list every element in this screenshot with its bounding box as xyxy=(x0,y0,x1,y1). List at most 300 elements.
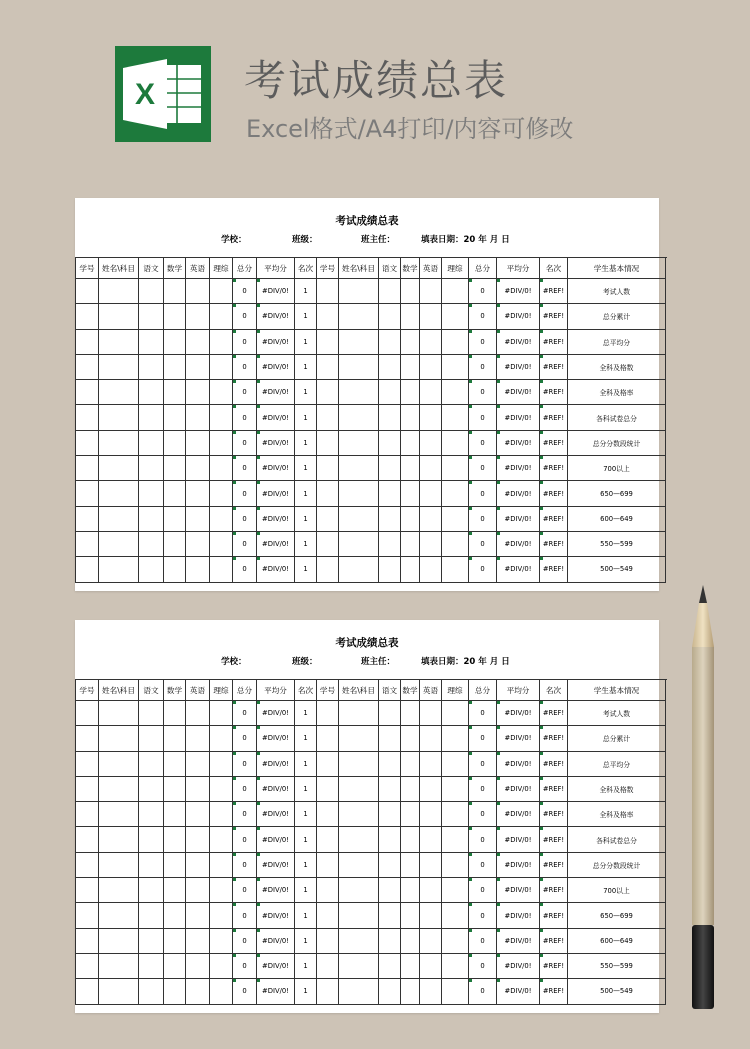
formula-cell[interactable]: #REF! xyxy=(540,928,568,953)
cell[interactable] xyxy=(164,557,186,582)
cell[interactable] xyxy=(210,481,233,506)
cell[interactable] xyxy=(317,329,339,354)
formula-cell[interactable]: #DIV/0! xyxy=(497,456,540,481)
formula-cell[interactable]: #DIV/0! xyxy=(497,531,540,556)
formula-cell[interactable]: 0 xyxy=(233,802,257,827)
cell[interactable] xyxy=(164,903,186,928)
cell[interactable] xyxy=(164,354,186,379)
column-header[interactable]: 总分 xyxy=(233,258,257,279)
cell[interactable] xyxy=(99,531,139,556)
cell[interactable] xyxy=(99,979,139,1004)
cell[interactable] xyxy=(139,751,164,776)
formula-cell[interactable]: 0 xyxy=(233,405,257,430)
cell[interactable] xyxy=(76,430,99,455)
formula-cell[interactable]: #DIV/0! xyxy=(497,979,540,1004)
formula-cell[interactable]: #DIV/0! xyxy=(497,751,540,776)
cell[interactable] xyxy=(210,979,233,1004)
cell[interactable] xyxy=(379,506,401,531)
formula-cell[interactable]: 1 xyxy=(295,878,317,903)
cell[interactable] xyxy=(442,827,469,852)
cell[interactable] xyxy=(317,279,339,304)
column-header[interactable]: 数学 xyxy=(401,680,420,701)
cell[interactable] xyxy=(401,726,420,751)
stat-label[interactable]: 考试人数 xyxy=(568,279,666,304)
formula-cell[interactable]: #DIV/0! xyxy=(497,279,540,304)
formula-cell[interactable]: #DIV/0! xyxy=(257,354,295,379)
cell[interactable] xyxy=(164,329,186,354)
cell[interactable] xyxy=(401,531,420,556)
cell[interactable] xyxy=(186,304,210,329)
formula-cell[interactable]: #REF! xyxy=(540,802,568,827)
cell[interactable] xyxy=(76,531,99,556)
cell[interactable] xyxy=(420,802,442,827)
stat-label[interactable]: 650—699 xyxy=(568,903,666,928)
formula-cell[interactable]: 1 xyxy=(295,852,317,877)
cell[interactable] xyxy=(339,506,379,531)
cell[interactable] xyxy=(317,726,339,751)
cell[interactable] xyxy=(401,928,420,953)
cell[interactable] xyxy=(442,878,469,903)
cell[interactable] xyxy=(420,726,442,751)
cell[interactable] xyxy=(99,354,139,379)
formula-cell[interactable]: #DIV/0! xyxy=(257,802,295,827)
cell[interactable] xyxy=(76,751,99,776)
cell[interactable] xyxy=(164,979,186,1004)
cell[interactable] xyxy=(164,878,186,903)
cell[interactable] xyxy=(186,557,210,582)
formula-cell[interactable]: #DIV/0! xyxy=(257,304,295,329)
cell[interactable] xyxy=(339,701,379,726)
formula-cell[interactable]: #DIV/0! xyxy=(257,953,295,978)
cell[interactable] xyxy=(317,928,339,953)
cell[interactable] xyxy=(442,802,469,827)
cell[interactable] xyxy=(442,481,469,506)
formula-cell[interactable]: #DIV/0! xyxy=(497,329,540,354)
cell[interactable] xyxy=(99,279,139,304)
cell[interactable] xyxy=(76,776,99,801)
formula-cell[interactable]: 0 xyxy=(233,979,257,1004)
formula-cell[interactable]: 0 xyxy=(469,430,497,455)
formula-cell[interactable]: #DIV/0! xyxy=(257,903,295,928)
formula-cell[interactable]: #REF! xyxy=(540,751,568,776)
cell[interactable] xyxy=(420,903,442,928)
stat-label[interactable]: 考试人数 xyxy=(568,701,666,726)
column-header[interactable]: 学号 xyxy=(317,680,339,701)
cell[interactable] xyxy=(420,304,442,329)
column-header[interactable]: 语文 xyxy=(139,258,164,279)
cell[interactable] xyxy=(317,878,339,903)
cell[interactable] xyxy=(139,329,164,354)
cell[interactable] xyxy=(186,531,210,556)
formula-cell[interactable]: #DIV/0! xyxy=(497,776,540,801)
cell[interactable] xyxy=(186,802,210,827)
cell[interactable] xyxy=(339,928,379,953)
formula-cell[interactable]: #DIV/0! xyxy=(497,506,540,531)
column-header[interactable]: 学号 xyxy=(317,258,339,279)
formula-cell[interactable]: 0 xyxy=(469,557,497,582)
cell[interactable] xyxy=(76,953,99,978)
cell[interactable] xyxy=(99,852,139,877)
formula-cell[interactable]: 0 xyxy=(233,456,257,481)
cell[interactable] xyxy=(379,852,401,877)
formula-cell[interactable]: #REF! xyxy=(540,304,568,329)
formula-cell[interactable]: 0 xyxy=(233,279,257,304)
cell[interactable] xyxy=(379,481,401,506)
cell[interactable] xyxy=(339,827,379,852)
cell[interactable] xyxy=(317,802,339,827)
cell[interactable] xyxy=(76,852,99,877)
column-header[interactable]: 名次 xyxy=(540,258,568,279)
formula-cell[interactable]: 0 xyxy=(233,878,257,903)
cell[interactable] xyxy=(99,827,139,852)
cell[interactable] xyxy=(186,405,210,430)
cell[interactable] xyxy=(186,354,210,379)
cell[interactable] xyxy=(99,726,139,751)
cell[interactable] xyxy=(139,776,164,801)
cell[interactable] xyxy=(186,776,210,801)
cell[interactable] xyxy=(99,430,139,455)
cell[interactable] xyxy=(339,304,379,329)
formula-cell[interactable]: 1 xyxy=(295,531,317,556)
formula-cell[interactable]: 1 xyxy=(295,979,317,1004)
column-header[interactable]: 理综 xyxy=(442,680,469,701)
column-header[interactable]: 理综 xyxy=(442,258,469,279)
cell[interactable] xyxy=(210,928,233,953)
formula-cell[interactable]: 0 xyxy=(469,456,497,481)
stat-label[interactable]: 全科及格率 xyxy=(568,380,666,405)
cell[interactable] xyxy=(139,903,164,928)
cell[interactable] xyxy=(420,531,442,556)
column-header[interactable]: 理综 xyxy=(210,680,233,701)
cell[interactable] xyxy=(401,329,420,354)
formula-cell[interactable]: 1 xyxy=(295,380,317,405)
cell[interactable] xyxy=(420,557,442,582)
formula-cell[interactable]: 1 xyxy=(295,903,317,928)
cell[interactable] xyxy=(420,751,442,776)
column-header[interactable]: 语文 xyxy=(139,680,164,701)
formula-cell[interactable]: #DIV/0! xyxy=(257,928,295,953)
formula-cell[interactable]: #REF! xyxy=(540,506,568,531)
cell[interactable] xyxy=(401,827,420,852)
cell[interactable] xyxy=(164,827,186,852)
formula-cell[interactable]: 0 xyxy=(233,506,257,531)
formula-cell[interactable]: #DIV/0! xyxy=(257,456,295,481)
formula-cell[interactable]: 1 xyxy=(295,776,317,801)
formula-cell[interactable]: #REF! xyxy=(540,456,568,481)
column-header[interactable]: 平均分 xyxy=(257,258,295,279)
cell[interactable] xyxy=(442,928,469,953)
column-header[interactable]: 名次 xyxy=(295,680,317,701)
cell[interactable] xyxy=(401,456,420,481)
cell[interactable] xyxy=(164,506,186,531)
formula-cell[interactable]: 0 xyxy=(469,852,497,877)
stat-label[interactable]: 500—549 xyxy=(568,557,666,582)
cell[interactable] xyxy=(186,878,210,903)
column-header[interactable]: 学生基本情况 xyxy=(568,258,666,279)
cell[interactable] xyxy=(99,304,139,329)
formula-cell[interactable]: #DIV/0! xyxy=(257,380,295,405)
cell[interactable] xyxy=(339,802,379,827)
formula-cell[interactable]: 0 xyxy=(469,506,497,531)
cell[interactable] xyxy=(164,852,186,877)
formula-cell[interactable]: 1 xyxy=(295,802,317,827)
stat-label[interactable]: 500—549 xyxy=(568,979,666,1004)
cell[interactable] xyxy=(139,481,164,506)
column-header[interactable]: 姓名\科目 xyxy=(339,680,379,701)
formula-cell[interactable]: #REF! xyxy=(540,903,568,928)
formula-cell[interactable]: #REF! xyxy=(540,354,568,379)
cell[interactable] xyxy=(420,878,442,903)
stat-label[interactable]: 总平均分 xyxy=(568,329,666,354)
formula-cell[interactable]: 1 xyxy=(295,456,317,481)
cell[interactable] xyxy=(164,279,186,304)
cell[interactable] xyxy=(164,531,186,556)
cell[interactable] xyxy=(76,405,99,430)
cell[interactable] xyxy=(210,531,233,556)
cell[interactable] xyxy=(210,329,233,354)
stat-label[interactable]: 总分累计 xyxy=(568,726,666,751)
stat-label[interactable]: 总分分数段统计 xyxy=(568,852,666,877)
column-header[interactable]: 总分 xyxy=(469,680,497,701)
cell[interactable] xyxy=(210,953,233,978)
cell[interactable] xyxy=(379,405,401,430)
formula-cell[interactable]: 0 xyxy=(469,531,497,556)
stat-label[interactable]: 全科及格率 xyxy=(568,802,666,827)
cell[interactable] xyxy=(379,531,401,556)
formula-cell[interactable]: 0 xyxy=(233,329,257,354)
cell[interactable] xyxy=(379,878,401,903)
cell[interactable] xyxy=(76,802,99,827)
formula-cell[interactable]: 0 xyxy=(233,827,257,852)
cell[interactable] xyxy=(139,953,164,978)
column-header[interactable]: 学生基本情况 xyxy=(568,680,666,701)
cell[interactable] xyxy=(420,405,442,430)
cell[interactable] xyxy=(139,304,164,329)
cell[interactable] xyxy=(442,380,469,405)
cell[interactable] xyxy=(401,430,420,455)
formula-cell[interactable]: #DIV/0! xyxy=(257,531,295,556)
cell[interactable] xyxy=(164,928,186,953)
cell[interactable] xyxy=(339,430,379,455)
cell[interactable] xyxy=(379,827,401,852)
stat-label[interactable]: 总分累计 xyxy=(568,304,666,329)
formula-cell[interactable]: 1 xyxy=(295,279,317,304)
cell[interactable] xyxy=(139,852,164,877)
cell[interactable] xyxy=(210,506,233,531)
stat-label[interactable]: 700以上 xyxy=(568,456,666,481)
cell[interactable] xyxy=(186,751,210,776)
cell[interactable] xyxy=(76,557,99,582)
formula-cell[interactable]: #REF! xyxy=(540,430,568,455)
formula-cell[interactable]: #DIV/0! xyxy=(257,329,295,354)
cell[interactable] xyxy=(164,380,186,405)
formula-cell[interactable]: 0 xyxy=(233,953,257,978)
cell[interactable] xyxy=(379,953,401,978)
cell[interactable] xyxy=(339,726,379,751)
formula-cell[interactable]: 0 xyxy=(469,279,497,304)
formula-cell[interactable]: 1 xyxy=(295,354,317,379)
stat-label[interactable]: 各科试卷总分 xyxy=(568,405,666,430)
cell[interactable] xyxy=(210,776,233,801)
formula-cell[interactable]: 0 xyxy=(469,979,497,1004)
stat-label[interactable]: 700以上 xyxy=(568,878,666,903)
cell[interactable] xyxy=(164,430,186,455)
formula-cell[interactable]: 0 xyxy=(233,852,257,877)
formula-cell[interactable]: 0 xyxy=(233,354,257,379)
formula-cell[interactable]: #DIV/0! xyxy=(497,928,540,953)
cell[interactable] xyxy=(442,531,469,556)
cell[interactable] xyxy=(420,380,442,405)
formula-cell[interactable]: 0 xyxy=(469,380,497,405)
formula-cell[interactable]: 0 xyxy=(469,802,497,827)
cell[interactable] xyxy=(210,701,233,726)
cell[interactable] xyxy=(99,953,139,978)
cell[interactable] xyxy=(339,557,379,582)
formula-cell[interactable]: 1 xyxy=(295,405,317,430)
formula-cell[interactable]: #REF! xyxy=(540,979,568,1004)
cell[interactable] xyxy=(401,979,420,1004)
cell[interactable] xyxy=(186,726,210,751)
cell[interactable] xyxy=(339,329,379,354)
formula-cell[interactable]: #REF! xyxy=(540,380,568,405)
cell[interactable] xyxy=(186,380,210,405)
column-header[interactable]: 学号 xyxy=(76,680,99,701)
cell[interactable] xyxy=(442,903,469,928)
formula-cell[interactable]: #REF! xyxy=(540,701,568,726)
cell[interactable] xyxy=(186,979,210,1004)
cell[interactable] xyxy=(442,456,469,481)
formula-cell[interactable]: #DIV/0! xyxy=(497,726,540,751)
cell[interactable] xyxy=(164,776,186,801)
stat-label[interactable]: 全科及格数 xyxy=(568,776,666,801)
cell[interactable] xyxy=(139,354,164,379)
cell[interactable] xyxy=(76,979,99,1004)
formula-cell[interactable]: #DIV/0! xyxy=(257,701,295,726)
cell[interactable] xyxy=(379,380,401,405)
formula-cell[interactable]: #REF! xyxy=(540,329,568,354)
formula-cell[interactable]: 0 xyxy=(233,557,257,582)
cell[interactable] xyxy=(99,903,139,928)
stat-label[interactable]: 总平均分 xyxy=(568,751,666,776)
cell[interactable] xyxy=(210,852,233,877)
formula-cell[interactable]: #DIV/0! xyxy=(257,751,295,776)
formula-cell[interactable]: #DIV/0! xyxy=(497,903,540,928)
formula-cell[interactable]: 0 xyxy=(233,531,257,556)
cell[interactable] xyxy=(401,852,420,877)
formula-cell[interactable]: 0 xyxy=(469,304,497,329)
stat-label[interactable]: 全科及格数 xyxy=(568,354,666,379)
formula-cell[interactable]: 0 xyxy=(233,701,257,726)
formula-cell[interactable]: 0 xyxy=(233,776,257,801)
cell[interactable] xyxy=(139,279,164,304)
formula-cell[interactable]: #DIV/0! xyxy=(257,878,295,903)
cell[interactable] xyxy=(420,279,442,304)
formula-cell[interactable]: #DIV/0! xyxy=(257,506,295,531)
cell[interactable] xyxy=(379,430,401,455)
formula-cell[interactable]: 1 xyxy=(295,557,317,582)
cell[interactable] xyxy=(210,380,233,405)
cell[interactable] xyxy=(317,557,339,582)
cell[interactable] xyxy=(401,802,420,827)
stat-label[interactable]: 600—649 xyxy=(568,506,666,531)
formula-cell[interactable]: 0 xyxy=(469,329,497,354)
formula-cell[interactable]: #DIV/0! xyxy=(497,354,540,379)
column-header[interactable]: 英语 xyxy=(420,680,442,701)
cell[interactable] xyxy=(210,456,233,481)
cell[interactable] xyxy=(317,979,339,1004)
stat-label[interactable]: 550—599 xyxy=(568,953,666,978)
cell[interactable] xyxy=(76,903,99,928)
cell[interactable] xyxy=(139,506,164,531)
cell[interactable] xyxy=(317,456,339,481)
cell[interactable] xyxy=(379,802,401,827)
formula-cell[interactable]: 1 xyxy=(295,928,317,953)
formula-cell[interactable]: 1 xyxy=(295,726,317,751)
cell[interactable] xyxy=(210,878,233,903)
cell[interactable] xyxy=(99,701,139,726)
formula-cell[interactable]: 0 xyxy=(469,827,497,852)
column-header[interactable]: 英语 xyxy=(186,680,210,701)
cell[interactable] xyxy=(339,354,379,379)
cell[interactable] xyxy=(401,776,420,801)
cell[interactable] xyxy=(139,726,164,751)
cell[interactable] xyxy=(420,329,442,354)
formula-cell[interactable]: 1 xyxy=(295,827,317,852)
cell[interactable] xyxy=(339,279,379,304)
column-header[interactable]: 平均分 xyxy=(497,680,540,701)
formula-cell[interactable]: 0 xyxy=(469,701,497,726)
formula-cell[interactable]: 0 xyxy=(469,878,497,903)
formula-cell[interactable]: #DIV/0! xyxy=(497,701,540,726)
formula-cell[interactable]: 0 xyxy=(233,726,257,751)
cell[interactable] xyxy=(186,701,210,726)
formula-cell[interactable]: 0 xyxy=(469,481,497,506)
formula-cell[interactable]: #REF! xyxy=(540,557,568,582)
formula-cell[interactable]: #DIV/0! xyxy=(497,802,540,827)
cell[interactable] xyxy=(401,354,420,379)
formula-cell[interactable]: #REF! xyxy=(540,405,568,430)
cell[interactable] xyxy=(401,304,420,329)
cell[interactable] xyxy=(317,506,339,531)
column-header[interactable]: 名次 xyxy=(295,258,317,279)
cell[interactable] xyxy=(317,304,339,329)
column-header[interactable]: 英语 xyxy=(420,258,442,279)
cell[interactable] xyxy=(442,304,469,329)
cell[interactable] xyxy=(139,456,164,481)
stat-label[interactable]: 600—649 xyxy=(568,928,666,953)
cell[interactable] xyxy=(164,405,186,430)
cell[interactable] xyxy=(139,701,164,726)
cell[interactable] xyxy=(379,776,401,801)
cell[interactable] xyxy=(139,802,164,827)
formula-cell[interactable]: 0 xyxy=(233,751,257,776)
cell[interactable] xyxy=(210,430,233,455)
cell[interactable] xyxy=(401,380,420,405)
cell[interactable] xyxy=(401,481,420,506)
formula-cell[interactable]: 0 xyxy=(233,304,257,329)
stat-label[interactable]: 各科试卷总分 xyxy=(568,827,666,852)
cell[interactable] xyxy=(317,776,339,801)
cell[interactable] xyxy=(76,329,99,354)
cell[interactable] xyxy=(339,953,379,978)
cell[interactable] xyxy=(186,903,210,928)
cell[interactable] xyxy=(186,279,210,304)
cell[interactable] xyxy=(379,751,401,776)
formula-cell[interactable]: 1 xyxy=(295,953,317,978)
formula-cell[interactable]: 1 xyxy=(295,430,317,455)
cell[interactable] xyxy=(164,701,186,726)
cell[interactable] xyxy=(442,979,469,1004)
